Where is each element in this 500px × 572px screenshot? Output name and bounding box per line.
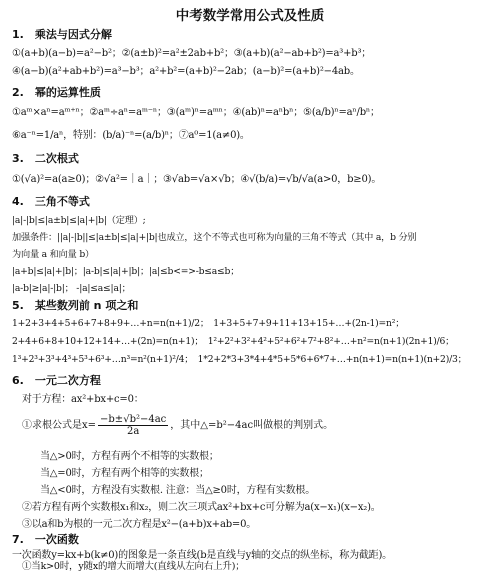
formula-suffix: ，其中△=b²−4ac叫做根的判别式。	[170, 420, 334, 431]
section-heading-5: 5. 某些数列前 n 项之和	[12, 299, 139, 312]
text-line: 一次函数y=kx+b(k≠0)的图象是一条直线(b是直线与y轴的交点的纵坐标，称为截距)。	[12, 550, 392, 561]
text-line: ②若方程有两个实数根x₁和x₂，则二次三项式ax²+bx+c可分解为a(x−x₁)(x−x₂)。	[22, 502, 381, 513]
text-line: ③以a和b为根的一元二次方程是x²−(a+b)x+ab=0。	[22, 519, 257, 530]
section-heading-3: 3. 二次根式	[12, 152, 79, 165]
text-line: ①当k>0时，y随x的增大而增大(直线从左向右上升)；	[22, 561, 245, 572]
text-line: 对于方程：ax²+bx+c=0：	[22, 394, 144, 405]
text-line: 当△=0时，方程有两个相等的实数根；	[40, 468, 209, 479]
section-heading-7: 7. 一次函数	[12, 533, 79, 546]
formula-line: ①(√a)²=a(a≥0)；②√a²=｜a｜；③√ab=√a×√b；④√(b/a)=√b/√a(a>0，b≥0)。	[12, 174, 382, 185]
text-line: |a-b|≥|a|-|b|； -|a|≤a≤|a|；	[12, 283, 131, 294]
quadratic-formula	[22, 414, 333, 437]
section-heading-2: 2. 幂的运算性质	[12, 86, 101, 99]
formula-prefix: ①求根公式是x=	[22, 420, 97, 431]
section-heading-6: 6. 一元二次方程	[12, 374, 101, 387]
section-heading-1: 1. 乘法与因式分解	[12, 28, 112, 41]
formula-line: ④(a−b)(a²+ab+b²)=a³−b³；a²+b²=(a+b)²−2ab；(a−b)²=(a+b)²−4ab。	[12, 66, 360, 77]
fraction-denominator: 2a	[126, 426, 140, 437]
text-line: 当△<0时，方程没有实数根. 注意：当△≥0时，方程有实数根。	[40, 485, 316, 496]
formula-line: ①aᵐ×aⁿ=aᵐ⁺ⁿ；②aᵐ÷aⁿ=aᵐ⁻ⁿ；③(aᵐ)ⁿ=aᵐⁿ；④(ab)ⁿ=aⁿbⁿ；⑤(a/b)ⁿ=aⁿ/bⁿ；	[12, 107, 380, 118]
formula-line: 1³+2³+3³+4³+5³+6³+…n³=n²(n+1)²/4； 1*2+2*3+3*4+4*5+5*6+6*7+…+n(n+1)=n(n+1)(n+2)/3；	[12, 354, 467, 365]
formula-line: 1+2+3+4+5+6+7+8+9+…+n=n(n+1)/2； 1+3+5+7+9+11+13+15+…+(2n-1)=n²；	[12, 318, 405, 329]
text-line: 加强条件：||a|-|b||≤|a±b|≤|a|+|b|也成立，这个不等式也可称为向量的三角不等式（其中 a，b 分别	[12, 232, 417, 243]
formula-line: ⑥a⁻ⁿ=1/aⁿ，特别：(b/a)⁻ⁿ=(a/b)ⁿ；⑦a⁰=1(a≠0)。	[12, 130, 250, 141]
page-title: 中考数学常用公式及性质	[175, 8, 325, 24]
fraction	[98, 414, 168, 437]
text-line: |a+b|≤|a|+|b|；|a-b|≤|a|+|b|；|a|≤b<=>-b≤a≤b；	[12, 266, 240, 277]
text-line: 当△>0时，方程有两个不相等的实数根；	[40, 451, 219, 462]
formula-line: ①(a+b)(a−b)=a²−b²；②(a±b)²=a²±2ab+b²；③(a+b)(a²−ab+b²)=a³+b³；	[12, 48, 372, 59]
text-line: |a|-|b|≤|a±b|≤|a|+|b|（定理）;	[12, 215, 146, 226]
formula-line: 2+4+6+8+10+12+14+…+(2n)=n(n+1)； 1²+2²+3²+4²+5²+6²+7²+8²+…+n²=n(n+1)(2n+1)/6；	[12, 336, 455, 347]
text-line: 为向量 a 和向量 b）	[12, 249, 95, 260]
fraction-numerator: −b±√b²−4ac	[100, 414, 167, 425]
section-heading-4: 4. 三角不等式	[12, 195, 90, 208]
